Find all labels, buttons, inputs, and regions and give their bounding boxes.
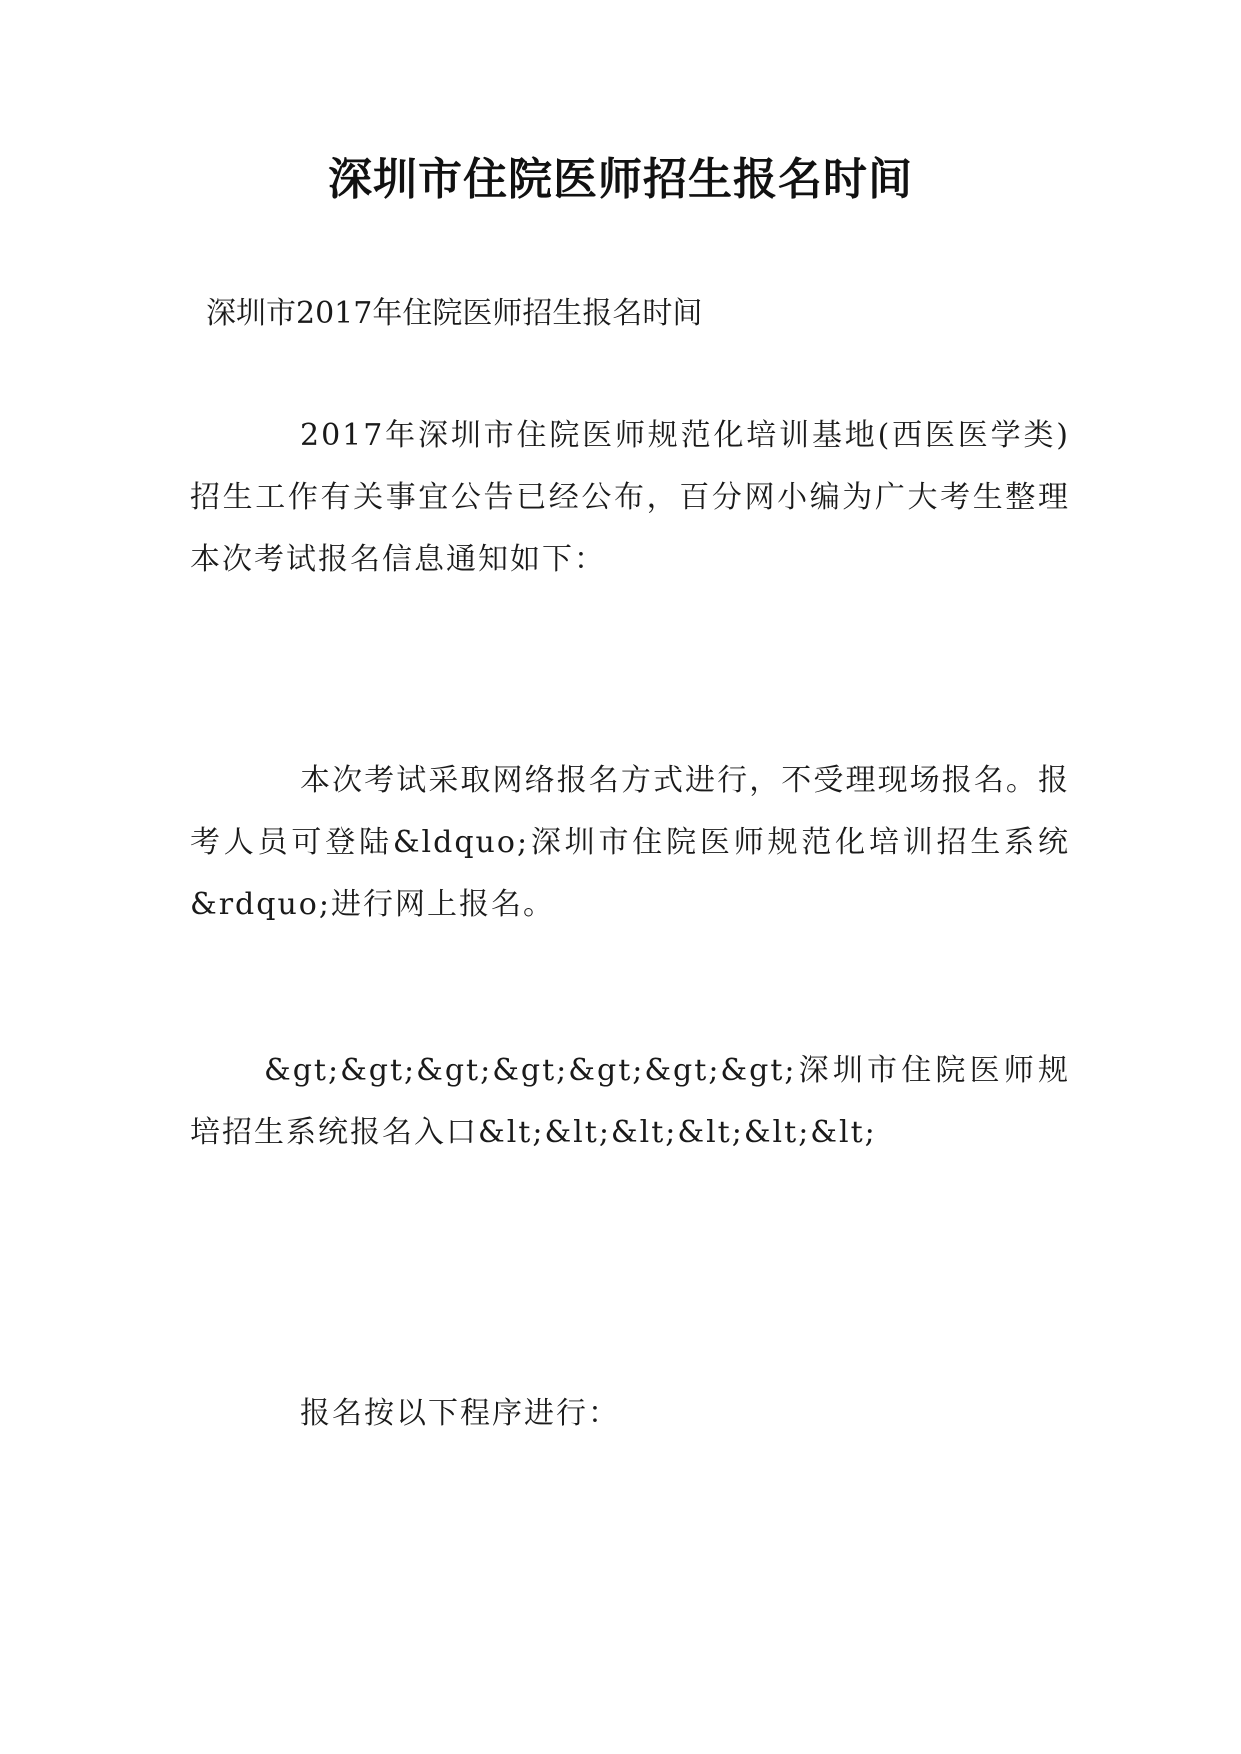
paragraph-procedure-intro: 报名按以下程序进行：: [300, 1396, 620, 1431]
document-subtitle: 深圳市2017年住院医师招生报名时间: [206, 296, 703, 331]
paragraph-registration-method: 本次考试采取网络报名方式进行，不受理现场报名。报考人员可登陆&ldquo;深圳市住院医师规范化培训招生系统&rdquo;进行网上报名。: [190, 763, 1070, 922]
document-title: 深圳市住院医师招生报名时间: [328, 154, 913, 205]
paragraph-registration-entry: &gt;&gt;&gt;&gt;&gt;&gt;&gt;深圳市住院医师规培招生系统报名入口&lt;&lt;&lt;&lt;&lt;&lt;: [190, 1053, 1070, 1150]
paragraph-announcement: 2017年深圳市住院医师规范化培训基地(西医医学类)招生工作有关事宜公告已经公布，百分网小编为广大考生整理本次考试报名信息通知如下：: [190, 418, 1070, 577]
